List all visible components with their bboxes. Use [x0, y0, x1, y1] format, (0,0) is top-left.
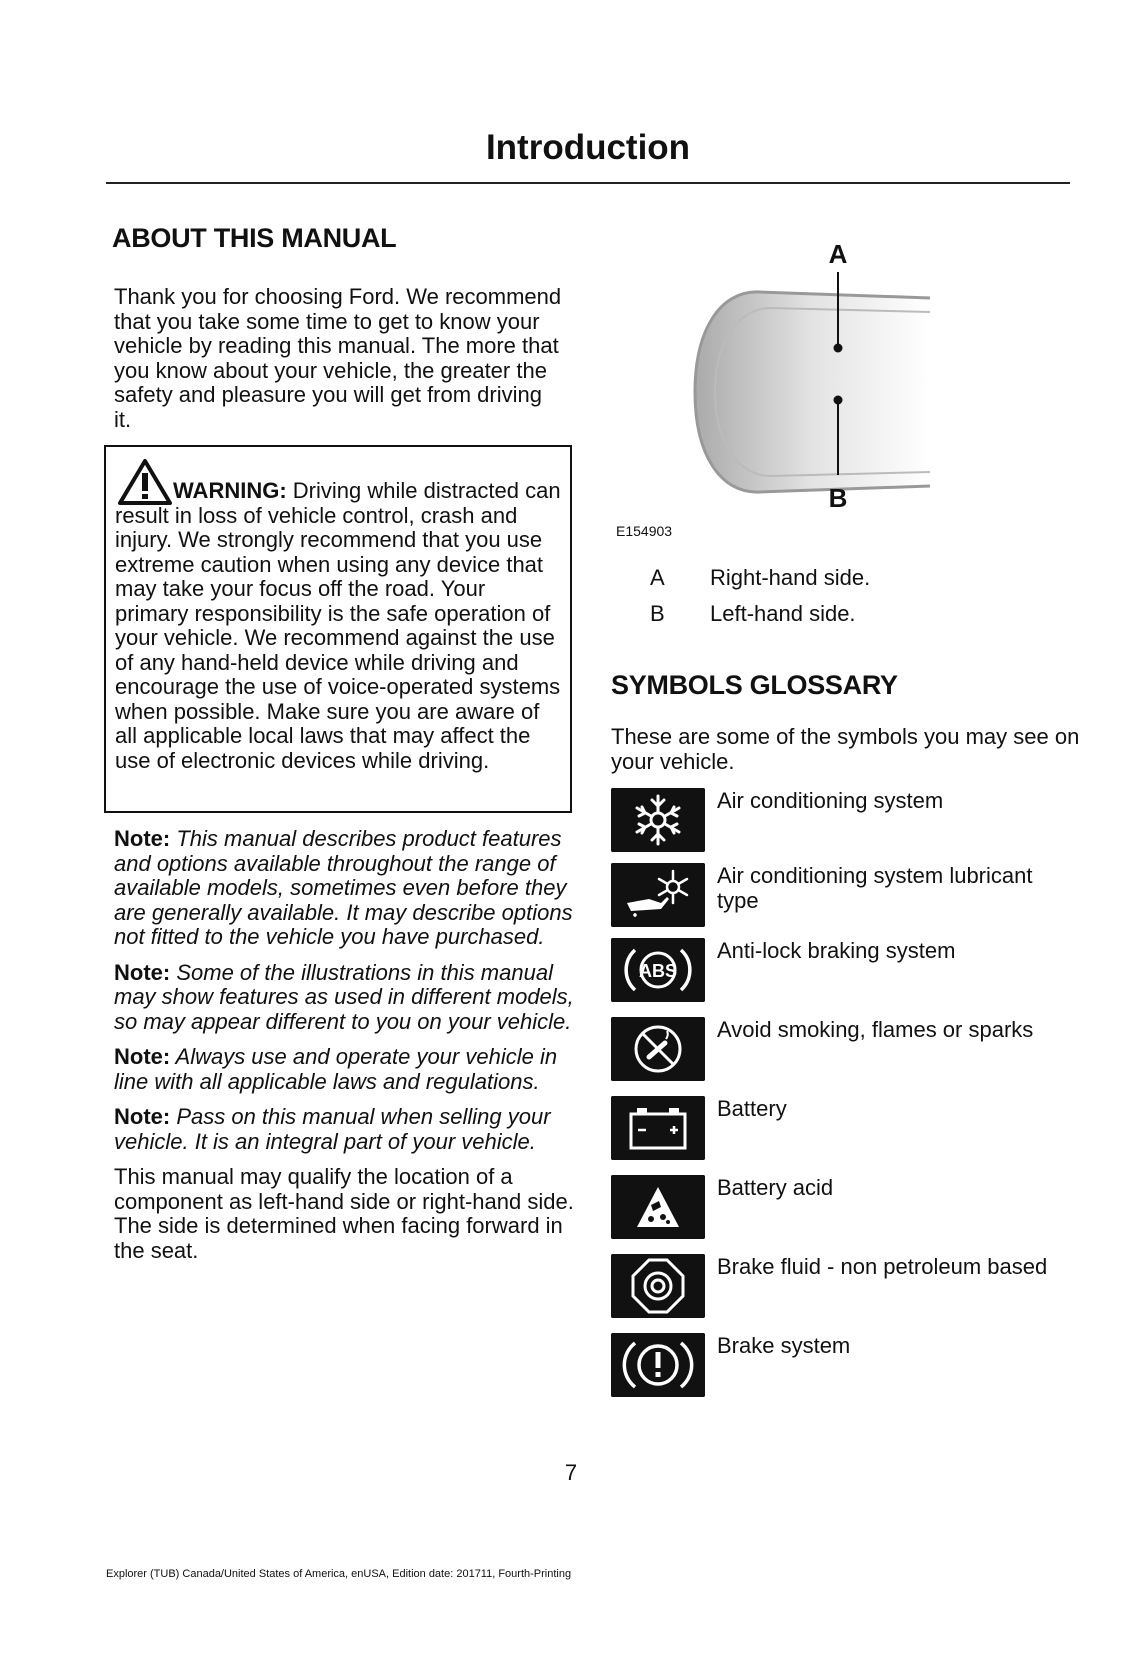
- note: [114, 827, 574, 950]
- symbol-row: [611, 788, 1071, 852]
- symbol-row: [611, 1254, 1071, 1318]
- legend-key: A: [650, 565, 665, 590]
- brake-fluid-icon: [611, 1254, 705, 1318]
- note: [114, 1045, 574, 1094]
- legend-row: [650, 565, 870, 601]
- brake-system-icon: [611, 1333, 705, 1397]
- symbol-row: [611, 938, 1071, 1002]
- legend-value: Right-hand side.: [710, 565, 871, 590]
- abs-icon: [611, 938, 705, 1002]
- symbol-label: Avoid smoking, flames or sparks: [717, 1017, 1034, 1042]
- header-divider: [106, 182, 1070, 184]
- legend-key: B: [650, 601, 665, 626]
- note-label: Note:: [114, 1104, 171, 1129]
- symbol-label: Air conditioning system: [717, 788, 944, 813]
- note: [114, 961, 574, 1035]
- symbols-heading: SYMBOLS GLOSSARY: [611, 670, 898, 700]
- symbol-label: Anti-lock braking system: [717, 938, 956, 963]
- battery-acid-icon: [611, 1175, 705, 1239]
- symbol-row: [611, 1175, 1071, 1239]
- diagram-code: E154903: [616, 523, 673, 539]
- side-qualify-text: This manual may qualify the location of a component as left-hand side or right-hand side. The side is determined when facing forward in the seat.: [114, 1164, 574, 1263]
- vehicle-side-diagram: [610, 240, 940, 540]
- abs-text: ABS: [638, 961, 678, 981]
- ac-lubricant-icon: [611, 863, 705, 927]
- diagram-label-b: B: [828, 483, 848, 513]
- legend-value: Left-hand side.: [710, 601, 856, 626]
- note: [114, 1105, 574, 1154]
- note-text: Always use and operate your vehicle in line with all applicable laws and regulations.: [114, 1044, 558, 1094]
- warning-label: WARNING:: [173, 478, 287, 503]
- page-number: 7: [564, 1460, 578, 1485]
- note-text: Pass on this manual when selling your vehicle. It is an integral part of your vehicle.: [114, 1104, 551, 1154]
- diagram-label-a: A: [828, 240, 848, 269]
- note-label: Note:: [114, 1044, 171, 1069]
- symbol-label: Brake fluid - non petroleum based: [717, 1254, 1048, 1279]
- symbol-row: [611, 863, 1071, 927]
- warning-box: [104, 445, 572, 813]
- notes-section: [114, 827, 574, 1274]
- snowflake-icon: [611, 788, 705, 852]
- note-label: Note:: [114, 959, 171, 985]
- warning-text: Driving while distracted can result in loss of vehicle control, crash and injury. We strongly recommend that you use extreme caution when using any device that may take your focus off the road. Your primary responsibility is the safe operation of your vehicle. We recommend against the use of any hand-held device while driving and encourage the use of voice-operated systems when possible. Make sure you are aware of all applicable local laws that may affect the use of electronic devices while driving.: [115, 478, 561, 773]
- note-text: Some of the illustrations in this manual may show features as used in different models, so may appear different to you on your vehicle.: [114, 959, 574, 1034]
- battery-icon: [611, 1096, 705, 1160]
- symbol-label: Brake system: [717, 1333, 851, 1358]
- page-title: Introduction: [485, 128, 691, 167]
- about-heading: ABOUT THIS MANUAL: [112, 223, 397, 253]
- about-intro: Thank you for choosing Ford. We recommend that you take some time to get to know your vehicle by reading this manual. The more that you know about your vehicle, the greater the safety and pleasure you will get from driving it.: [114, 284, 562, 432]
- note-label: Note:: [114, 826, 171, 851]
- no-smoking-icon: [611, 1017, 705, 1081]
- symbol-label: Battery: [717, 1096, 787, 1121]
- symbol-row: [611, 1096, 1071, 1160]
- symbols-intro: These are some of the symbols you may see on your vehicle.: [611, 724, 1080, 774]
- note-text: This manual describes product features and options available throughout the range of available models, sometimes even before they are generally available. It may describe options not fitted to the vehicle you have purchased.: [114, 826, 573, 949]
- symbol-row: [611, 1333, 1071, 1397]
- warning-triangle-icon: [116, 457, 174, 507]
- symbol-label: Air conditioning system lubricant type: [717, 863, 1033, 913]
- legend-row: [650, 601, 870, 637]
- symbol-label: Battery acid: [717, 1175, 834, 1200]
- diagram-legend: [650, 565, 870, 637]
- footer-edition: Explorer (TUB) Canada/United States of America, enUSA, Edition date: 201711, Fourth-Printing: [106, 1568, 572, 1580]
- symbol-row: [611, 1017, 1071, 1081]
